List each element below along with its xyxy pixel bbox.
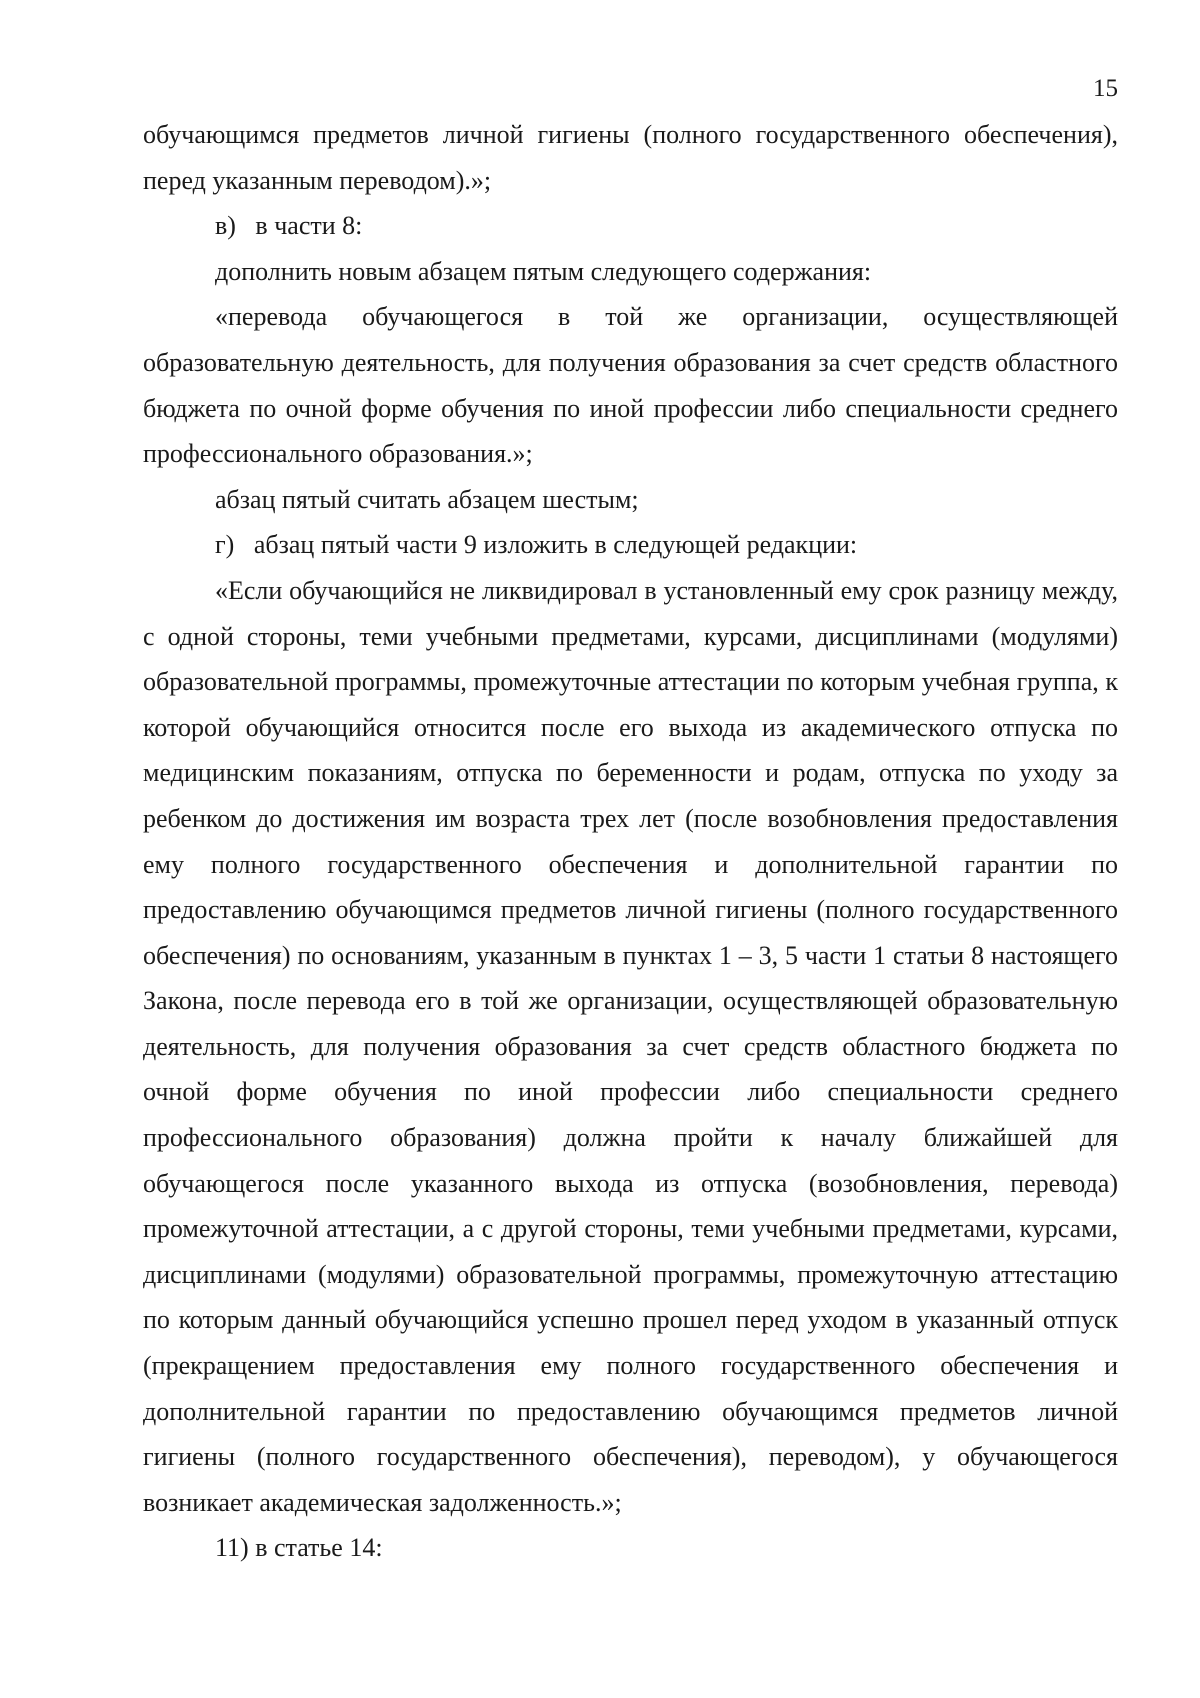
paragraph-continuation: обучающимся предметов личной гигиены (полного государственного обеспечения), перед указанным переводом).»; (143, 120, 1118, 195)
document-body (143, 112, 1118, 1571)
paragraph-quote-debt: «Если обучающийся не ликвидировал в установленный ему срок разницу между, с одной стороны, теми учебными предметами, курсами, дисциплинами (модулями) образовательной программы, промежуточные аттестации по которым учебная группа, к которой обучающийся относится после его выхода из академического отпуска по медицинским показаниям, отпуска по беременности и родам, отпуска по уходу за ребенком до достижения им возраста трех лет (после возобновления предоставления ему полного государственного обеспечения и дополнительной гарантии по предоставлению обучающимся предметов личной гигиены (полного государственного обеспечения) по основаниям, указанным в пунктах 1 – 3, 5 части 1 статьи 8 настоящего Закона, после перевода его в той же организации, осуществляющей образовательную деятельность, для получения образования за счет средств областного бюджета по очной форме обучения по иной профессии либо специальности среднего профессионального образования) должна пройти к началу ближайшей для обучающегося после указанного выхода из отпуска (возобновления, перевода) промежуточной аттестации, а с другой стороны, теми учебными предметами, курсами, дисциплинами (модулями) образовательной программы, промежуточную аттестацию по которым данный обучающийся успешно прошел перед уходом в указанный отпуск (прекращением предоставления ему полного государственного обеспечения и дополнительной гарантии по предоставлению обучающимся предметов личной гигиены (полного государственного обеспечения), переводом), у обучающегося возникает академическая задолженность.»; (143, 575, 1118, 1517)
paragraph-article-14: 11) в статье 14: (215, 1533, 383, 1563)
paragraph-renumber: абзац пятый считать абзацем шестым; (215, 484, 639, 514)
page-number: 15 (1093, 75, 1118, 102)
paragraph-add-fifth: дополнить новым абзацем пятым следующего содержания: (215, 256, 872, 286)
paragraph-quote-transfer: «перевода обучающегося в той же организации, осуществляющей образовательную деятельность, для получения образования за счет средств областного бюджета по очной форме обучения по иной профессии либо специальности среднего профессионального образования.»; (143, 302, 1118, 469)
paragraph-item-g: г) абзац пятый части 9 изложить в следующей редакции: (215, 530, 858, 560)
paragraph-item-v: в) в части 8: (215, 211, 363, 241)
